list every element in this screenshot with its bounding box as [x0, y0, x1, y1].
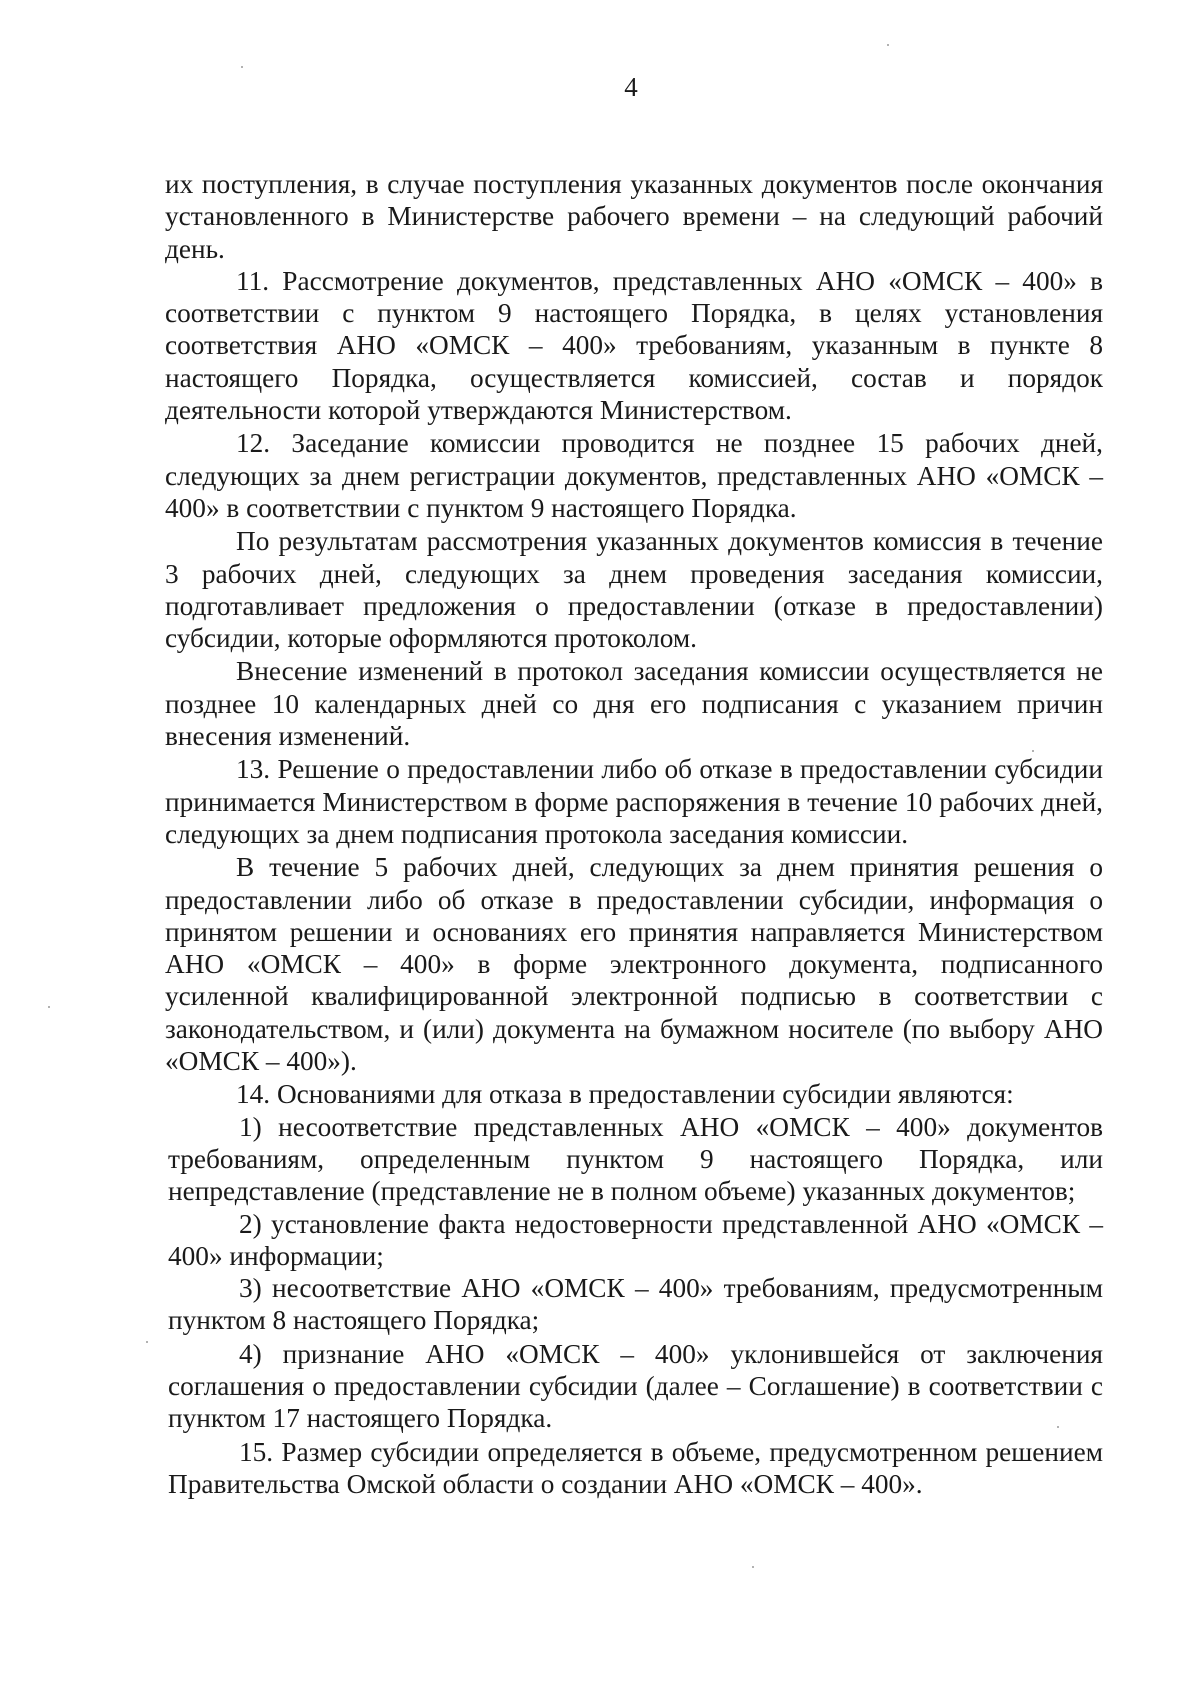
paragraph-continuation: их поступления, в случае поступления указанных документов после окончания установленного в Министерстве рабочего времени – на следующий рабочий день.	[165, 169, 1103, 264]
page-number: 4	[624, 72, 638, 102]
paragraph-12-changes: Внесение изменений в протокол заседания комиссии осуществляется не позднее 10 календарных дней со дня его подписания с указанием причин внесения изменений.	[165, 656, 1103, 752]
paragraph-13-notification: В течение 5 рабочих дней, следующих за днем принятия решения о предоставлении либо об отказе в предоставлении субсидии, информация о принятом решении и основаниях его принятия направляется Министерством АНО «ОМСК – 400» в форме электронного документа, подписанного усиленной квалифицированной электронной подписью в соответствии с законодательством, и (или) документа на бумажном носителе (по выбору АНО «ОМСК – 400»).	[165, 852, 1103, 1077]
list-item-2: 2) установление факта недостоверности представленной АНО «ОМСК – 400» информации;	[168, 1208, 1103, 1271]
scan-speck	[1032, 750, 1034, 752]
list-item-4: 4) признание АНО «ОМСК – 400» уклонившейся от заключения соглашения о предоставлении субсидии (далее – Соглашение) в соответствии с пунктом 17 настоящего Порядка.	[168, 1338, 1103, 1434]
scan-speck	[241, 66, 243, 68]
paragraph-15: 15. Размер субсидии определяется в объеме, предусмотренном решением Правительства Омской области о создании АНО «ОМСК – 400».	[168, 1436, 1103, 1499]
scan-speck	[1057, 1426, 1059, 1428]
scan-speck	[887, 44, 889, 46]
scan-speck	[752, 1566, 754, 1568]
paragraph-14: 14. Основаниями для отказа в предоставлении субсидии являются:	[236, 1079, 1014, 1110]
list-item-1: 1) несоответствие представленных АНО «ОМСК – 400» документов требованиям, определенным пунктом 9 настоящего Порядка, или непредставление (представление не в полном объеме) указанных документов;	[168, 1111, 1103, 1207]
paragraph-12: 12. Заседание комиссии проводится не позднее 15 рабочих дней, следующих за днем регистрации документов, представленных АНО «ОМСК – 400» в соответствии с пунктом 9 настоящего Порядка.	[165, 428, 1103, 523]
document-body	[165, 168, 1103, 1500]
paragraph-11: 11. Рассмотрение документов, представленных АНО «ОМСК – 400» в соответствии с пунктом 9 настоящего Порядка, в целях установления соответствия АНО «ОМСК – 400» требованиям, указанным в пункте 8 настоящего Порядка, осуществляется комиссией, состав и порядок деятельности которой утверждаются Министерством.	[165, 265, 1103, 426]
list-item-3: 3) несоответствие АНО «ОМСК – 400» требованиям, предусмотренным пунктом 8 настоящего Порядка;	[168, 1273, 1103, 1336]
scan-speck	[146, 1341, 148, 1343]
paragraph-12-results: По результатам рассмотрения указанных документов комиссия в течение 3 рабочих дней, следующих за днем проведения заседания комиссии, подготавливает предложения о предоставлении (отказе в предоставлении) субсидии, которые оформляются протоколом.	[165, 526, 1103, 654]
scan-speck	[48, 1006, 50, 1008]
paragraph-13: 13. Решение о предоставлении либо об отказе в предоставлении субсидии принимается Министерством в форме распоряжения в течение 10 рабочих дней, следующих за днем подписания протокола заседания комиссии.	[165, 754, 1103, 849]
